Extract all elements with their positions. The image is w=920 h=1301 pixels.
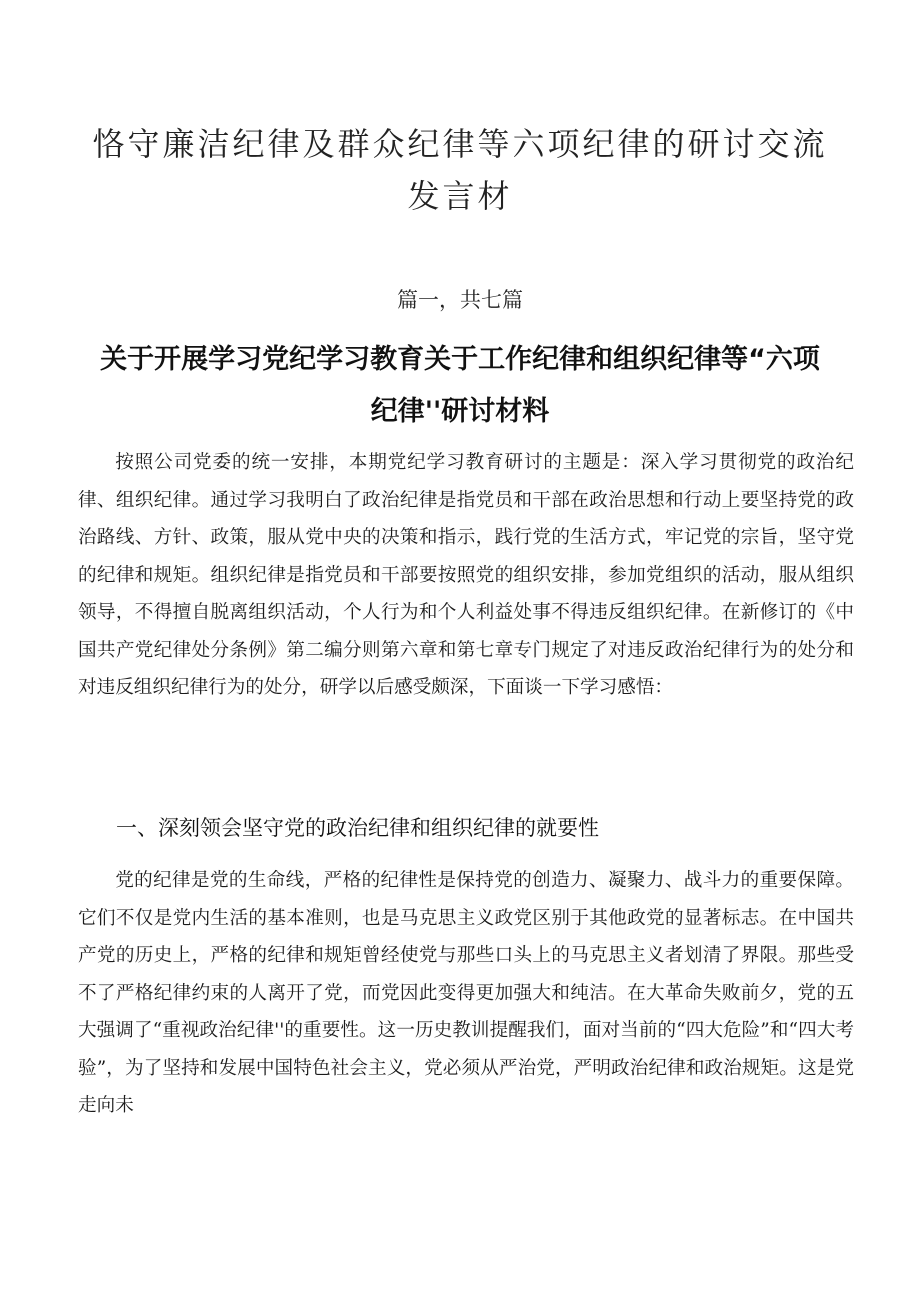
section-heading-1: 一、深刻领会坚守党的政治纪律和组织纪律的就要性 [116, 816, 599, 840]
body-paragraph-1: 按照公司党委的统一安排，本期党纪学习教育研讨的主题是：深入学习贯彻党的政治纪律、组织纪律。通过学习我明白了政治纪律是指党员和干部在政治思想和行动上要坚持党的政治路线、方针、政策，服从党中央的决策和指示，践行党的生活方式，牢记党的宗旨，坚守党的纪律和规矩。组织纪律是指党员和干部要按照党的组织安排，参加党组织的活动，服从组织领导，不得擅自脱离组织活动，个人行为和个人利益处事不得违反组织纪律。在新修订的《中国共产党纪律处分条例》第二编分则第六章和第七章专门规定了对违反政治纪律行为的处分和对违反组织纪律行为的处分，研学以后感受颇深，下面谈一下学习感悟： [78, 452, 854, 698]
section-label: 篇一，共七篇 [397, 288, 523, 312]
article-title: 关于开展学习党纪学习教育关于工作纪律和组织纪律等“六项纪律''研讨材料 [100, 344, 820, 427]
body-paragraph-2: 党的纪律是党的生命线，严格的纪律性是保持党的创造力、凝聚力、战斗力的重要保障。它们不仅是党内生活的基本准则，也是马克思主义政党区别于其他政党的显著标志。在中国共产党的历史上，严格的纪律和规矩曾经使党与那些口头上的马克思主义者划清了界限。那些受不了严格纪律约束的人离开了党，而党因此变得更加强大和纯洁。在大革命失败前夕，党的五大强调了“重视政治纪律''的重要性。这一历史教训提醒我们，面对当前的“四大危险”和“四大考验”，为了坚持和发展中国特色社会主义，党必须从严治党，严明政治纪律和政治规矩。这是党走向未 [78, 870, 854, 1116]
document-title: 恪守廉洁纪律及群众纪律等六项纪律的研讨交流发言材 [92, 125, 828, 215]
